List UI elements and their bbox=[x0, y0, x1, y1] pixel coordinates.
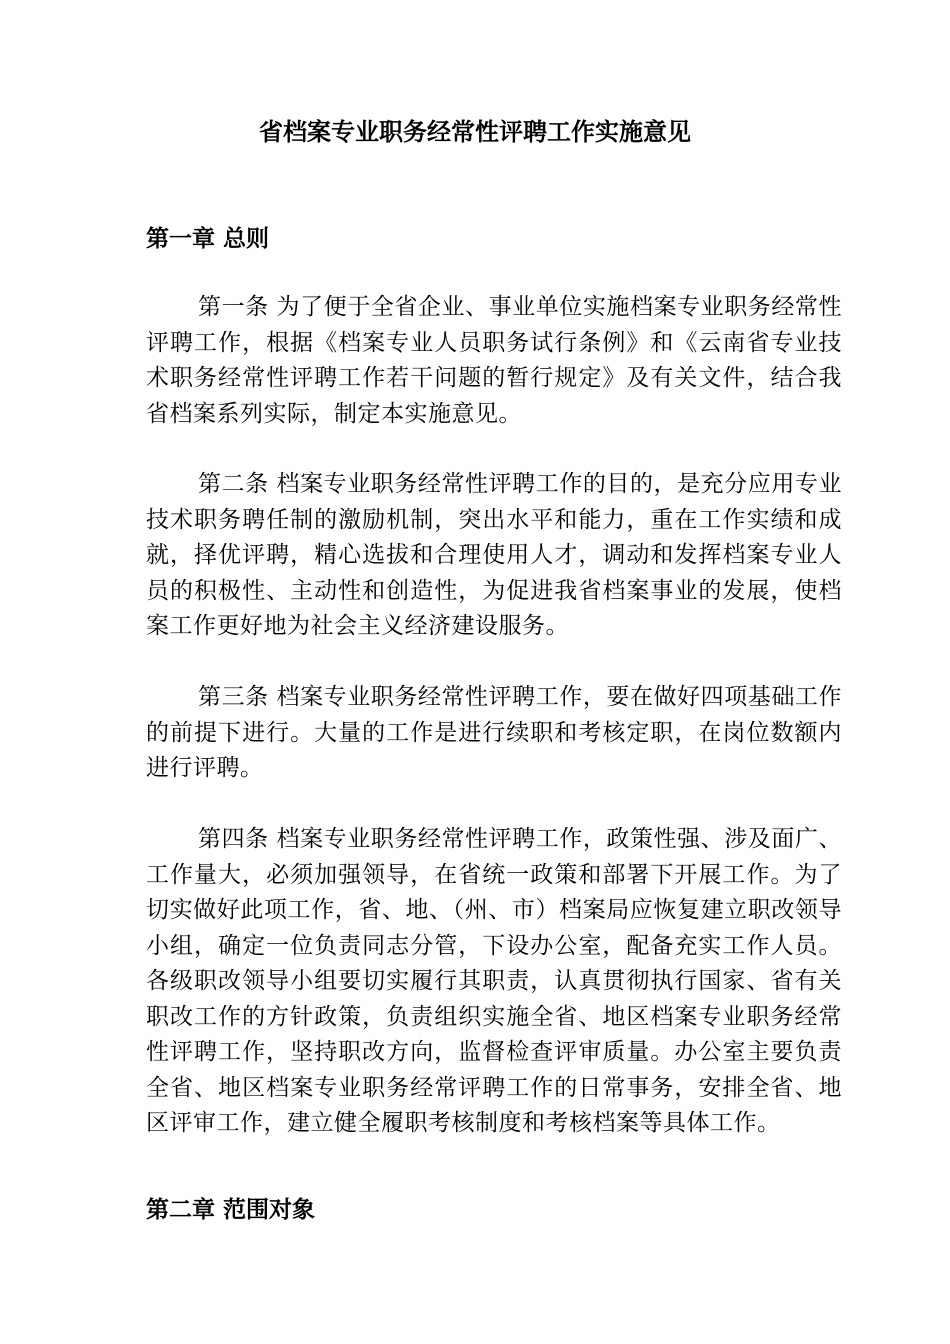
chapter-heading-general: 第一章 总则 bbox=[146, 226, 270, 252]
document-title: 省档案专业职务经常性评聘工作实施意见 bbox=[259, 118, 691, 146]
article-3-paragraph: 第三条 档案专业职务经常性评聘工作，要在做好四项基础工作的前提下进行。大量的工作是进行续职和考核定职，在岗位数额内进行评聘。 bbox=[146, 684, 842, 781]
article-2-paragraph: 第二条 档案专业职务经常性评聘工作的目的，是充分应用专业技术职务聘任制的激励机制，突出水平和能力，重在工作实绩和成就，择优评聘，精心选拔和合理使用人才，调动和发挥档案专业人员的积极性、主动性和创造性，为促进我省档案事业的发展，使档案工作更好地为社会主义经济建设服务。 bbox=[146, 471, 842, 639]
article-1-paragraph: 第一条 为了便于全省企业、事业单位实施档案专业职务经常性评聘工作，根据《档案专业人员职务试行条例》和《云南省专业技术职务经常性评聘工作若干问题的暂行规定》及有关文件，结合我省档案系列实际，制定本实施意见。 bbox=[146, 294, 842, 427]
chapter-heading-scope: 第二章 范围对象 bbox=[146, 1197, 316, 1223]
article-4-paragraph: 第四条 档案专业职务经常性评聘工作，政策性强、涉及面广、工作量大，必须加强领导，在省统一政策和部署下开展工作。为了切实做好此项工作，省、地、（州、市）档案局应恢复建立职改领导小组，确定一位负责同志分管，下设办公室，配备充实工作人员。各级职改领导小组要切实履行其职责，认真贯彻执行国家、省有关职改工作的方针政策，负责组织实施全省、地区档案专业职务经常性评聘工作，坚持职改方向，监督检查评审质量。办公室主要负责全省、地区档案专业职务经常评聘工作的日常事务，安排全省、地区评审工作，建立健全履职考核制度和考核档案等具体工作。 bbox=[146, 826, 842, 1136]
